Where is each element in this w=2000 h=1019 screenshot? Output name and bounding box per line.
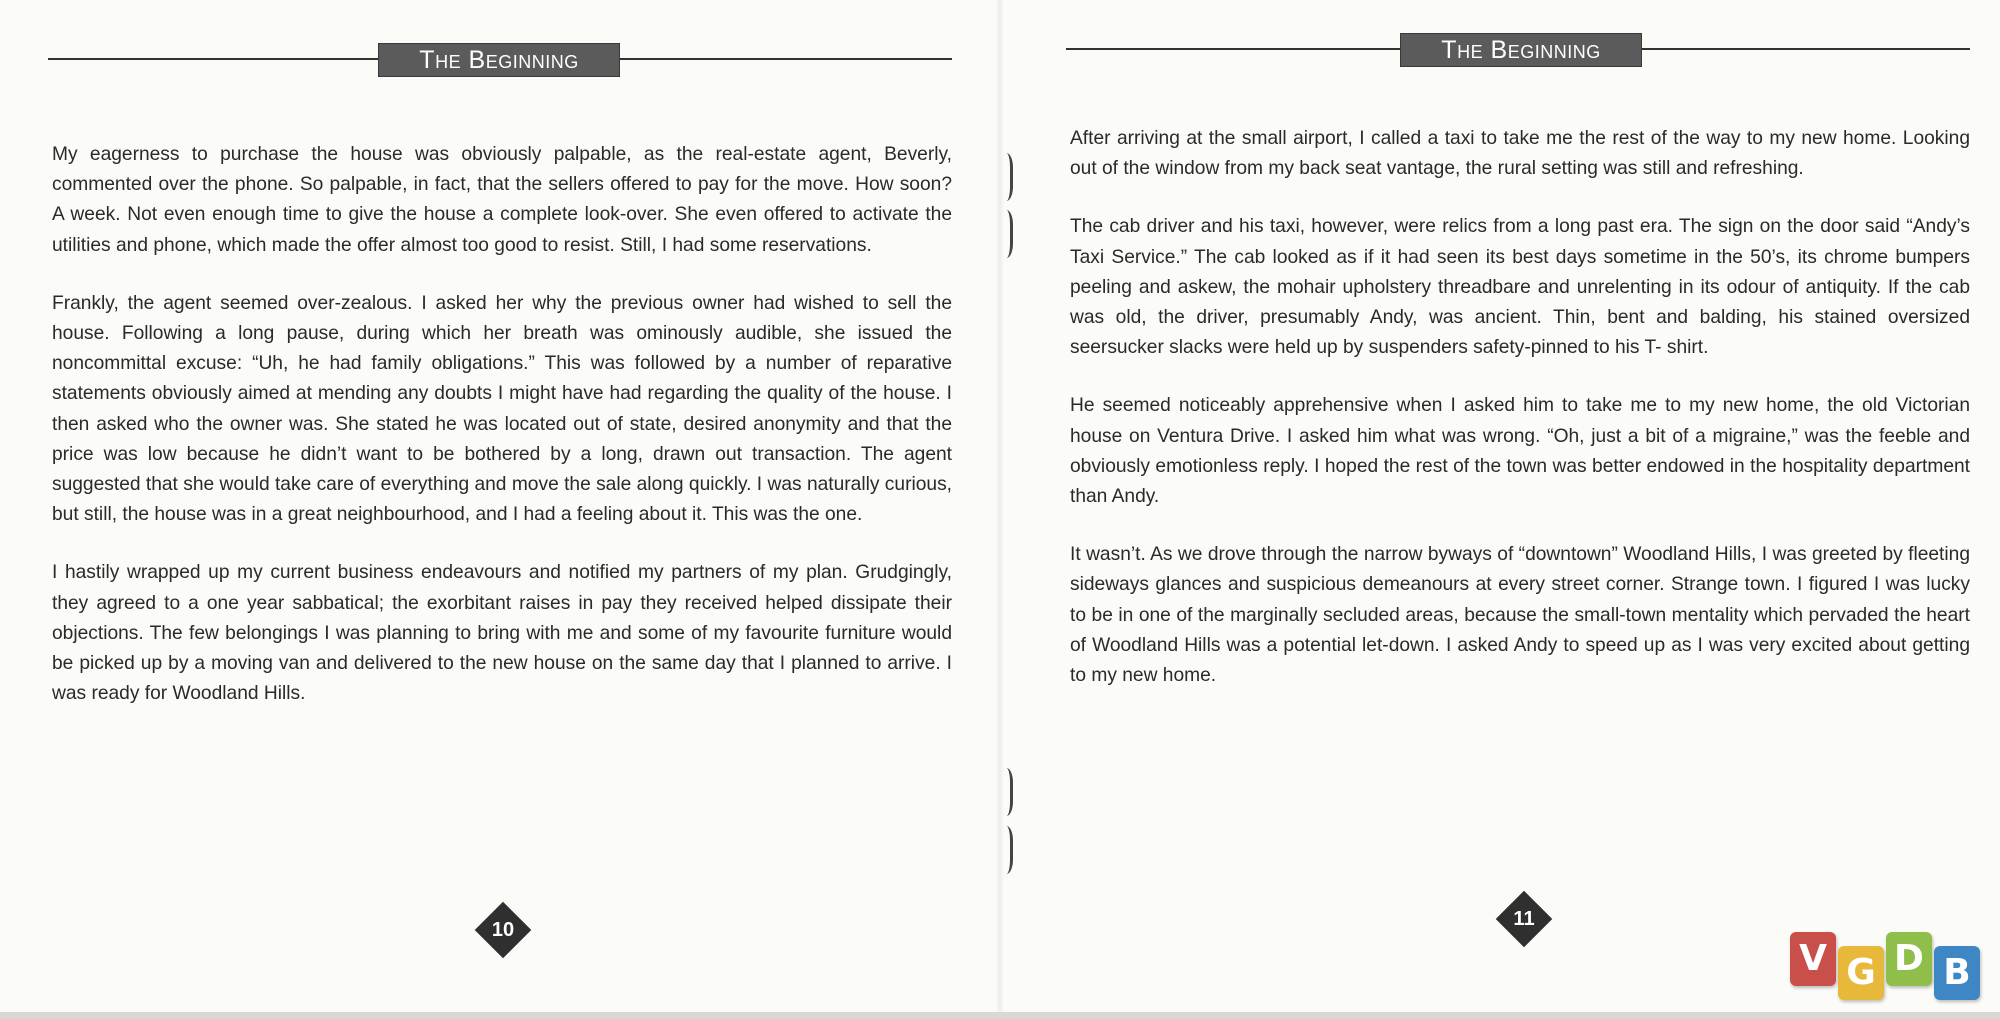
logo-tile: D bbox=[1886, 932, 1932, 986]
paragraph: He seemed noticeably apprehensive when I asked him to take me to my new home, the old Victorian house on Ventura Drive. I asked him what was wrong. “Oh, just a bit of a migraine,” was the feeble and obviously emotionless reply. I hoped the rest of the town was better endowed in the hospitality department than Andy. bbox=[1070, 395, 1970, 508]
page-header: The Beginning bbox=[1400, 33, 1642, 67]
page-number-badge bbox=[1496, 891, 1552, 947]
logo-tile: V bbox=[1790, 932, 1836, 986]
paragraph: Frankly, the agent seemed over-zealous. I asked her why the previous owner had wished to sell the house. Following a long pause, during which her breath was ominously audible, she issued the noncommittal excuse: “Uh, he had family obligations.” This was followed by a number of reparative statements obviously aimed at mending any doubts I might have had regarding the quality of the house. I then asked who the owner was. She stated he was located out of state, desired anonymity and that the price was low because he didn’t want to be bothered by a long, drawn out transaction. The agent suggested that she would take care of everything and move the sale along quickly. I was naturally curious, but still, the house was in a great neighbourhood, and I had a feeling about it. This was the one. bbox=[52, 292, 952, 526]
logo-tile: G bbox=[1838, 946, 1884, 1000]
vgdb-watermark-logo bbox=[1790, 932, 1990, 1006]
body-text bbox=[52, 140, 952, 737]
logo-tile: B bbox=[1934, 946, 1980, 1000]
page-header: The Beginning bbox=[378, 43, 620, 77]
paragraph: My eagerness to purchase the house was obviously palpable, as the real-estate agent, Beverly, commented over the phone. So palpable, in fact, that the sellers offered to pay for the move. How soon? A week. Not even enough time to give the house a complete look-over. She even offered to activate the utilities and phone, which made the offer almost too good to resist. Still, I had some reservations. bbox=[52, 144, 952, 256]
page-number: 11 bbox=[1513, 908, 1535, 930]
paragraph: After arriving at the small airport, I called a taxi to take me the rest of the way to my new home. Looking out of the window from my back seat vantage, the rural setting was still and refreshing. bbox=[1070, 128, 1970, 180]
paragraph: It wasn’t. As we drove through the narrow byways of “downtown” Woodland Hills, I was greeted by fleeting sideways glances and suspicious demeanours at every street corner. Strange town. I figured I was lucky to be in one of the marginally secluded areas, because the small-town mentality which pervaded the heart of Woodland Hills was a potential let-down. I asked Andy to speed up as I was very excited about getting to my new home. bbox=[1070, 544, 1970, 687]
page-number-badge bbox=[475, 902, 531, 958]
right-page bbox=[1000, 0, 2000, 1019]
body-text bbox=[1070, 124, 1970, 719]
page-number: 10 bbox=[491, 919, 515, 941]
paragraph: The cab driver and his taxi, however, were relics from a long past era. The sign on the door said “Andy’s Taxi Service.” The cab looked as if it had seen its best days sometime in the 50’s, its chrome bumpers peeling and askew, the mohair upholstery threadbare and unrelenting in its odour of antiquity. If the cab was old, the driver, presumably Andy, was ancient. Thin, bent and balding, his stained oversized seersucker slacks were held up by suspenders safety-pinned to his T- shirt. bbox=[1070, 216, 1970, 359]
page-bottom-edge bbox=[0, 1012, 2000, 1019]
paragraph: I hastily wrapped up my current business endeavours and notified my partners of my plan. Grudgingly, they agreed to a one year sabbatical; the exorbitant raises in pay they received helped dissipate their objections. The few belongings I was planning to bring with me and some of my favourite furniture would be picked up by a moving van and delivered to the new house on the same day that I planned to arrive. I was ready for Woodland Hills. bbox=[52, 562, 952, 705]
